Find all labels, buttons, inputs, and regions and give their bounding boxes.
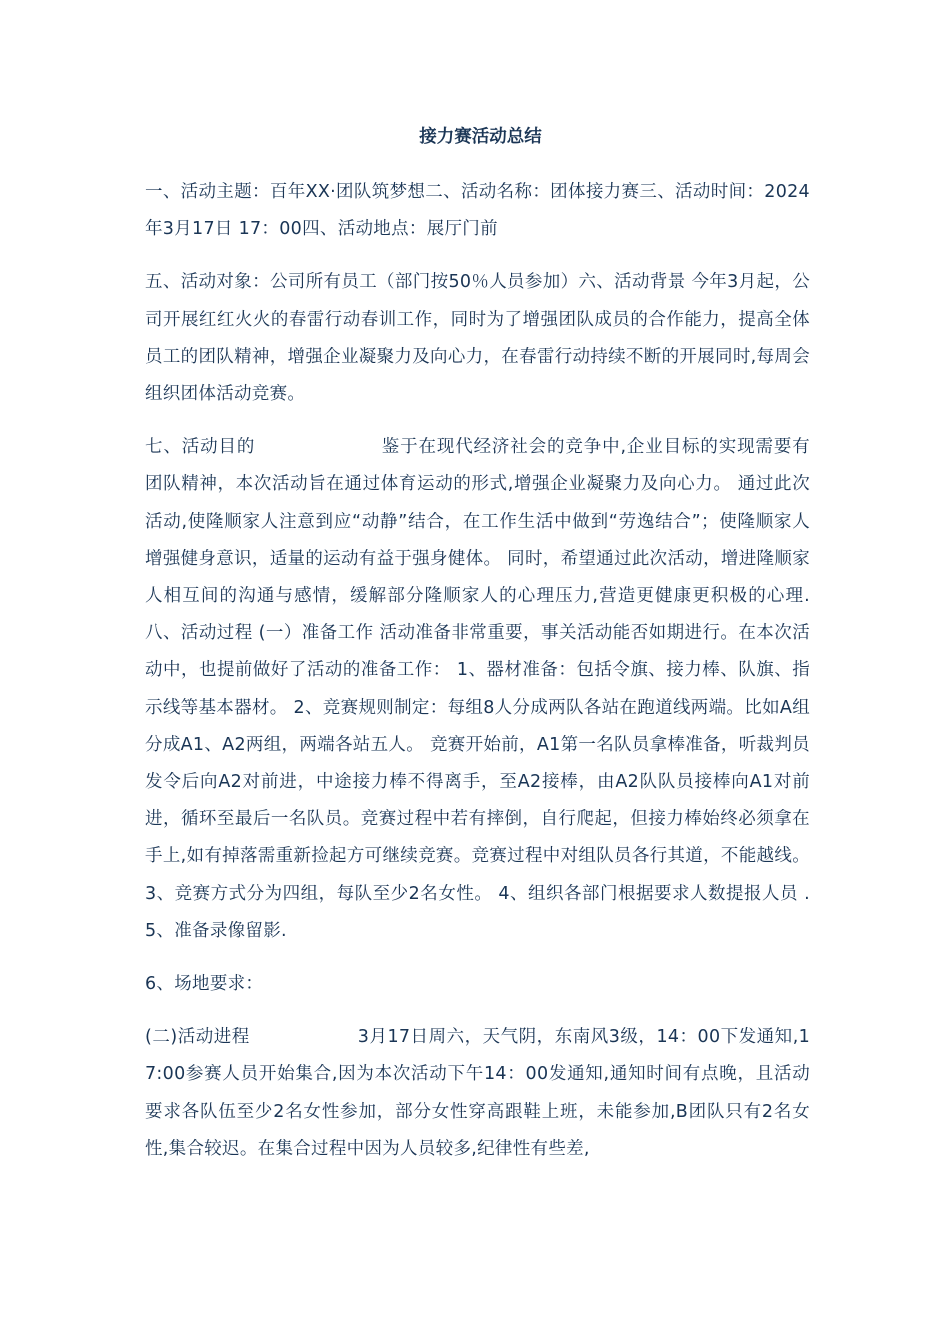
paragraph-participants-background: 五、活动对象：公司所有员工（部门按50％人员参加）六、活动背景 今年3月起，公司开展红红火火的春雷行动春训工作，同时为了增强团队成员的合作能力，提高全体员工的团队精神，增强企业凝聚力及向心力，在春雷行动持续不断的开展同时,每周会组织团体活动竞赛。: [145, 272, 810, 405]
document-body: [145, 122, 810, 1184]
purpose-text: 鉴于在现代经济社会的竞争中,企业目标的实现需要有团队精神，本次活动旨在通过体育运动的形式,增强企业凝聚力及向心力。 通过此次活动,使隆顺家人注意到应“动静”结合，在工作生活中做到“劳逸结合”；使隆顺家人增强健身意识，适量的运动有益于强身健体。 同时，希望通过此次活动，增进隆顺家人相互间的沟通与感情，缓解部分隆顺家人的心理压力,营造更健康更积极的心理. 八、活动过程 (一）准备工作 活动准备非常重要，事关活动能否如期进行。在本次活动中，也提前做好了活动的准备工作： 1、器材准备：包括令旗、接力棒、队旗、指示线等基本器材。 2、竞赛规则制定：每组8人分成两队各站在跑道线两端。比如A组分成A1、A2两组，两端各站五人。 竞赛开始前，A1第一名队员拿棒准备，听裁判员发令后向A2对前进，中途接力棒不得离手，至A2接棒，由A2队队员接棒向A1对前进，循环至最后一名队员。竞赛过程中若有摔倒，自行爬起，但接力棒始终必须拿在手上,如有掉落需重新捡起方可继续竞赛。竞赛过程中对组队员各行其道，不能越线。3、竞赛方式分为四组，每队至少2名女性。 4、组织各部门根据要求人数提报人员 . 5、准备录像留影.: [145, 437, 810, 941]
paragraph-activity-info: 一、活动主题：百年XX·团队筑梦想二、活动名称：团体接力赛三、活动时间：2024年3月17日 17：00四、活动地点：展厅门前: [145, 182, 810, 240]
progress-heading: (二)活动进程: [145, 1027, 250, 1048]
purpose-heading: 七、活动目的: [145, 437, 256, 458]
document-title: 接力赛活动总结: [419, 127, 542, 147]
progress-text: 3月17日周六，天气阴，东南风3级，14：00下发通知,17:00参赛人员开始集合,因为本次活动下午14：00发通知,通知时间有点晚，且活动要求各队伍至少2名女性参加，部分女性穿高跟鞋上班，未能参加,B团队只有2名女性,集合较迟。在集合过程中因为人员较多,纪律性有些差,: [145, 1027, 811, 1159]
paragraph-progress: [145, 1019, 810, 1168]
paragraph-venue: 6、场地要求：: [145, 974, 264, 995]
paragraph-purpose-process: [145, 429, 810, 950]
